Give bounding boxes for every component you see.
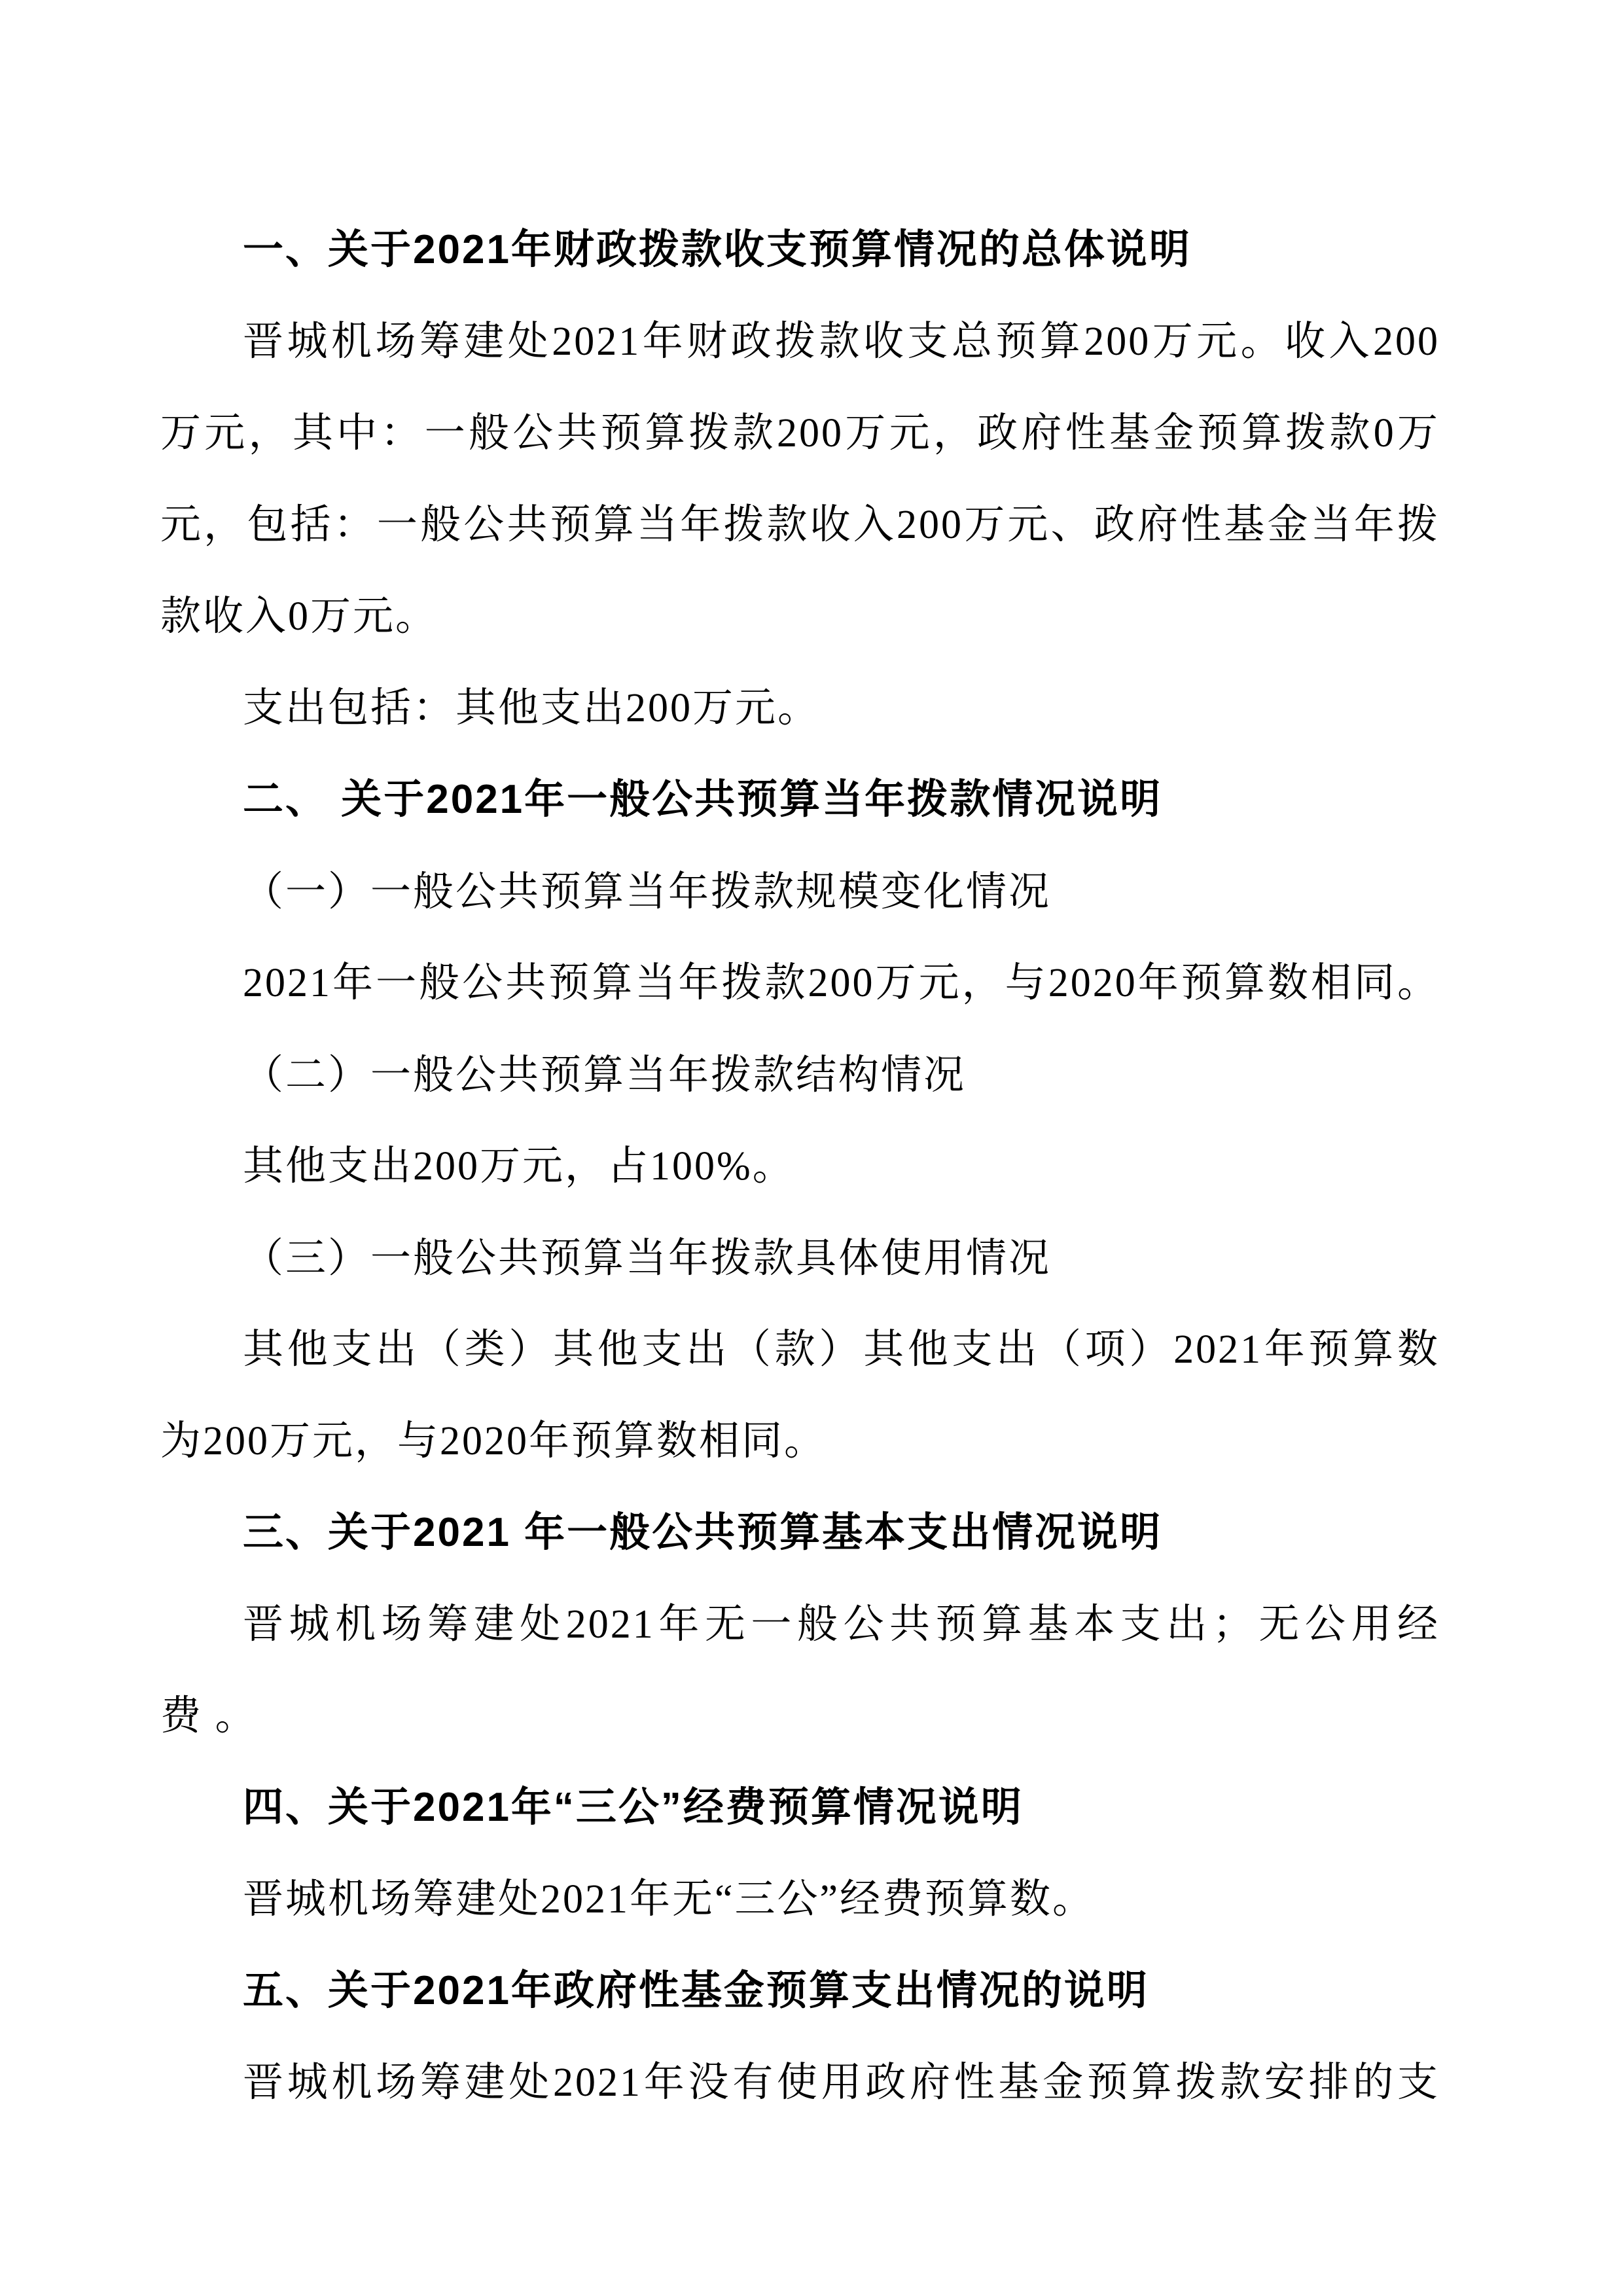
- paragraph-line: 晋城机场筹建处2021年财政拨款收支总预算200万元。收入200: [243, 319, 1440, 364]
- paragraph-line: 为200万元，与2020年预算数相同。: [160, 1419, 827, 1463]
- paragraph-block: [160, 1854, 1440, 1945]
- paragraph-line: 其他支出200万元，占100%。: [243, 1144, 795, 1189]
- paragraph-line: 晋城机场筹建处2021年无“三公”经费预算数。: [243, 1877, 1096, 1922]
- paragraph-line: 2021年一般公共预算当年拨款200万元，与2020年预算数相同。: [243, 961, 1440, 1005]
- paragraph-line: 元，包括：一般公共预算当年拨款收入200万元、政府性基金当年拨: [160, 503, 1440, 547]
- paragraph-block: [160, 937, 1440, 1029]
- paragraph-block: [160, 296, 1440, 662]
- paragraph-block: [160, 2037, 1440, 2128]
- sub-heading: （一）一般公共预算当年拨款规模变化情况: [243, 867, 1052, 915]
- paragraph-block: [160, 1579, 1440, 1762]
- section-heading: 三、关于2021 年一般公共预算基本支出情况说明: [243, 1510, 1163, 1555]
- section-heading-block: [160, 204, 1440, 296]
- paragraph-line: 万元，其中：一般公共预算拨款200万元，政府性基金预算拨款0万: [160, 411, 1440, 456]
- paragraph-line: 款收入0万元。: [160, 594, 438, 639]
- paragraph-line: 费 。: [160, 1694, 258, 1738]
- paragraph-block: [160, 1304, 1440, 1487]
- sub-heading: （二）一般公共预算当年拨款结构情况: [243, 1050, 967, 1098]
- document-content: [160, 204, 1440, 2128]
- sub-heading-block: [160, 1029, 1440, 1121]
- paragraph-block: [160, 1121, 1440, 1212]
- sub-heading-block: [160, 846, 1440, 937]
- section-heading: 五、关于2021年政府性基金预算支出情况的说明: [243, 1968, 1149, 2013]
- paragraph-line: 其他支出（类）其他支出（款）其他支出（项）2021年预算数: [243, 1327, 1440, 1372]
- section-heading-block: [160, 754, 1440, 846]
- section-heading-block: [160, 1945, 1440, 2037]
- paragraph-line: 晋城机场筹建处2021年没有使用政府性基金预算拨款安排的支: [243, 2060, 1440, 2105]
- section-heading-block: [160, 1762, 1440, 1854]
- sub-heading: （三）一般公共预算当年拨款具体使用情况: [243, 1234, 1052, 1282]
- paragraph-line: 支出包括：其他支出200万元。: [243, 686, 821, 730]
- section-heading: 二、 关于2021年一般公共预算当年拨款情况说明: [243, 777, 1163, 822]
- section-heading: 一、关于2021年财政拨款收支预算情况的总体说明: [243, 227, 1192, 272]
- paragraph-block: [160, 662, 1440, 754]
- sub-heading-block: [160, 1212, 1440, 1304]
- section-heading: 四、关于2021年“三公”经费预算情况说明: [243, 1785, 1024, 1830]
- paragraph-line: 晋城机场筹建处2021年无一般公共预算基本支出；无公用经: [243, 1602, 1440, 1647]
- section-heading-block: [160, 1487, 1440, 1579]
